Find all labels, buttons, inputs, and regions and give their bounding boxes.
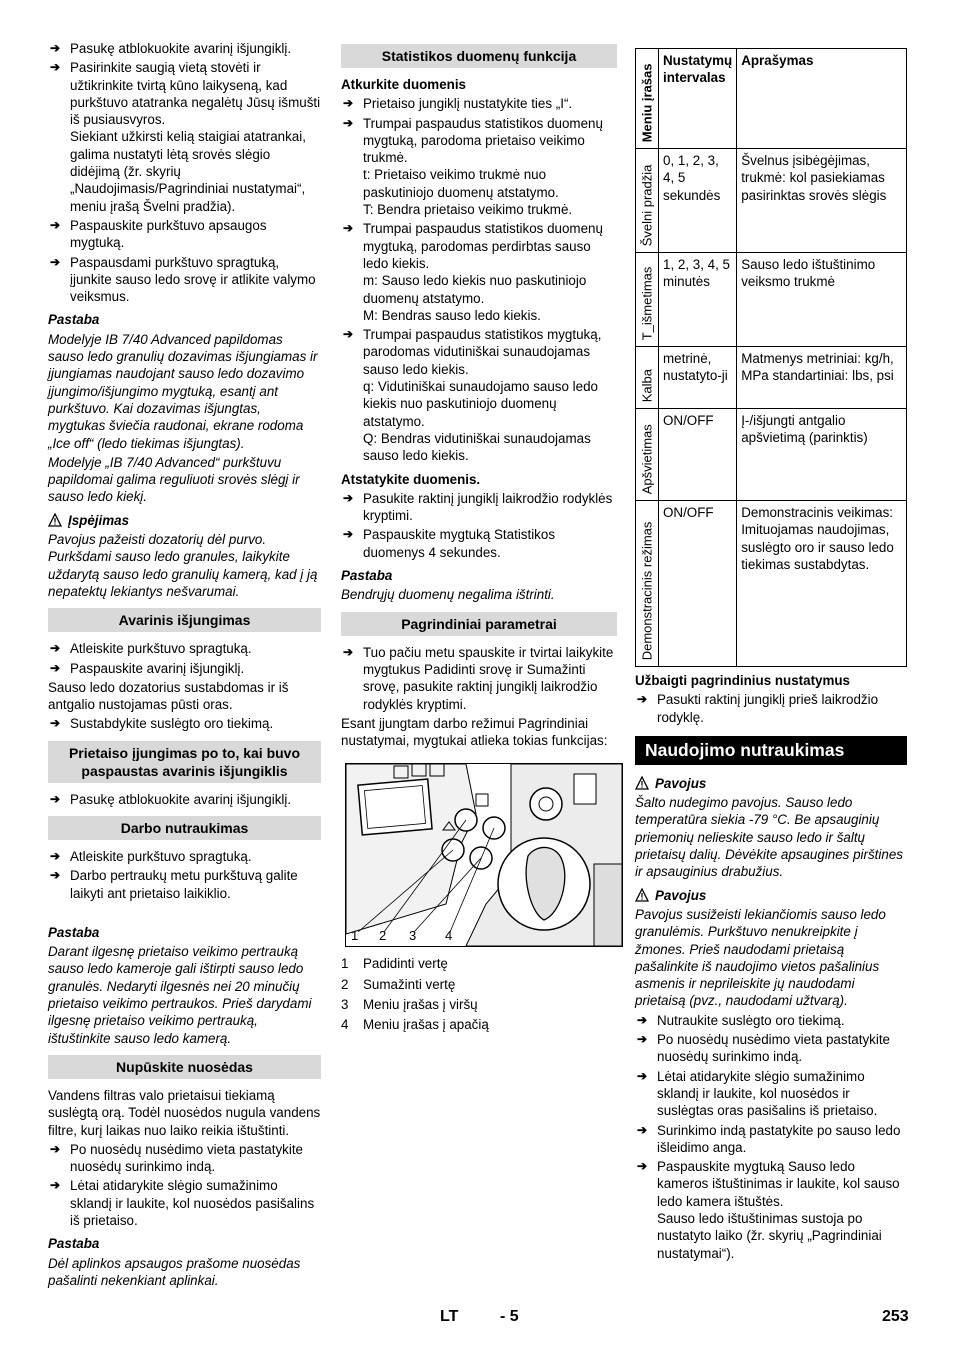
warning-text: Pavojus susižeisti lekiančiomis sauso ledo granulėmis. Purkštuvo nenukreipkite į žmones. Prieš naudodami prietaisą pašalinkite iš naudojimo vietos pašalinius asmenis ir neprileiskite jų naudodami prietaisą (pvz., naudodami užtvarą). xyxy=(635,906,886,1009)
list-item: ➔ Pasirinkite saugią vietą stovėti ir užtikrinkite tvirtą kūno laikyseną, kad purkštuvo atatranka negalėtų Jūsų išmušti iš pusiausvyros. Siekiant užkirsti kelią staigiai atatrankai, galima nustatyti lėtą srovės slėgio didėjimą (žr. skyrių „Naudojimasis/Pagrindiniai nustatymai“, meniu įrašą Švelni pradžia). xyxy=(50,60,321,214)
warning-heading: Pavojus xyxy=(635,887,907,904)
note-text: Dėl aplinkos apsaugos prašome nuosėdas pašalinti nekenkiant aplinkai. xyxy=(48,1255,301,1288)
paragraph: t: Prietaiso veikimo trukmė nuo paskutiniojo duomenų atstatymo. xyxy=(363,167,559,200)
note-text: Modelyje „IB 7/40 Advanced“ purkštuvu papildomai galima reguliuoti srovės slėgį ir sauso ledo kiekį. xyxy=(48,454,300,505)
table-cell: Sauso ledo ištuštinimo veiksmo trukmė xyxy=(737,253,907,347)
list-item: ➔ Trumpai paspaudus statistikos duomenų mygtuką, parodoma prietaiso veikimo trukmė. t: Prietaiso veikimo trukmė nuo paskutiniojo duomenų atstatymo. T: Bendra prietaiso veikimo trukmė. xyxy=(341,115,617,219)
list-item: ➔ Po nuosėdų nusėdimo vieta pastatykite nuosėdų surinkimo indą. xyxy=(637,1032,890,1065)
note-heading: Pastaba xyxy=(341,568,393,584)
table-row xyxy=(636,253,907,347)
list-item: ➔ Pasukę atblokuokite avarinį išjungiklį. xyxy=(50,791,292,807)
warning-text: Šalto nudegimo pavojus. Sauso ledo temperatūra siekia -79 °C. Be apsauginių priemonių nelieskite sauso ledo ir šaltų prietaisų dalių. Dėvėkite apsaugines pirštines ir apsauginius drabužius. xyxy=(635,795,903,880)
table-cell: ON/OFF xyxy=(659,501,737,667)
table-cell: T_išmetimas xyxy=(636,253,659,347)
list-item: ➔ Nutraukite suslėgto oro tiekimą. xyxy=(637,1012,845,1028)
list-item: ➔ Paspauskite purkštuvo apsaugos mygtuką. xyxy=(50,217,267,251)
column-left xyxy=(48,40,321,1291)
list-item: ➔ Trumpai paspaudus statistikos mygtuką, parodomas vidutiniškai sunaudojamas sauso ledo kiekis. q: Vidutiniškai sunaudojamo sauso ledo kiekis nuo paskutiniojo duomenų atstatymo. Q: Bendras vidutiniškai sunaudojamas sauso ledo kiekis. xyxy=(341,326,617,464)
paragraph: Siekiant užkirsti kelią staigiai atatrankai, galima nustatyti lėtą srovės slėgio didėjimą (žr. skyrių „Naudojimasis/Pagrindiniai nustatymai“, meniu įrašą Švelni pradžia). xyxy=(70,129,306,214)
control-panel-figure xyxy=(345,763,623,947)
table-row xyxy=(636,347,907,409)
warning-triangle-icon xyxy=(635,776,649,790)
paragraph: m: Sauso ledo kiekis nuo paskutiniojo duomenų atstatymo. xyxy=(363,273,587,306)
list-item: ➔ Lėtai atidarykite slėgio sumažinimo sklandį ir laukite, kol nuosėdos pasišalins iš prietaiso. xyxy=(50,1178,315,1229)
table-header: Meniu įrašas xyxy=(636,49,659,149)
paragraph: Sauso ledo dozatorius sustabdomas ir iš antgalio nustojamas pūsti oras. xyxy=(48,679,289,713)
table-cell: Kalba xyxy=(636,347,659,409)
table-cell: Apšvietimas xyxy=(636,409,659,501)
note-text: Bendrųjų duomenų negalima ištrinti. xyxy=(341,587,555,603)
warning-text: Pavojus pažeisti dozatorių dėl purvo. Purkšdami sauso ledo granules, laikykite uždarytą sauso ledo granulių kamerą, kad į ją nepatektų lekiantys nešvarumai. xyxy=(48,532,318,599)
section-heading: Avarinis išjungimas xyxy=(48,608,321,632)
paragraph: q: Vidutiniškai sunaudojamo sauso ledo kiekis nuo paskutiniojo duomenų atstatymo. xyxy=(363,379,598,429)
list-item: ➔ Prietaiso jungiklį nustatykite ties „I“. xyxy=(343,96,573,112)
list-item: ➔ Trumpai paspaudus statistikos duomenų mygtuką, parodomas perdirbtas sauso ledo kiekis. m: Sauso ledo kiekis nuo paskutiniojo duomenų atstatymo. M: Bendras sauso ledo kiekis. xyxy=(341,220,617,324)
list-item: ➔ Pasukę atblokuokite avarinį išjungiklį. xyxy=(50,41,292,56)
table-header-row xyxy=(636,49,907,149)
table-header: Nustatymų intervalas xyxy=(659,49,737,149)
list-item: ➔ Pasukti raktinį jungiklį prieš laikrodžio rodyklę. xyxy=(637,692,879,725)
list-item: ➔ Sustabdykite suslėgto oro tiekimą. xyxy=(50,716,274,732)
legend-item: 4 Meniu įrašas į apačią xyxy=(341,1017,489,1033)
section-heading: Pagrindiniai parametrai xyxy=(341,612,617,636)
footer-language: LT xyxy=(440,1308,459,1325)
section-heading: Statistikos duomenų funkcija xyxy=(341,44,617,68)
chapter-heading: Naudojimo nutraukimas xyxy=(635,736,907,765)
column-right xyxy=(635,668,907,1264)
table-cell: 1, 2, 3, 4, 5 minutės xyxy=(659,253,737,347)
legend-item: 1 Padidinti vertę xyxy=(341,956,448,972)
note-text: Modelyje IB 7/40 Advanced papildomas sauso ledo granulių dozavimas išjungiamas ir įjungiamas naudojant sauso ledo dozavimo įjungimo/išjungimo mygtuką, esantį ant purkštuvo. Kai dozavimas išjungtas, mygtukas šviečia raudonai, ekrane rodoma „Ice off“ (ledo tiekimas išjungtas). xyxy=(48,331,318,451)
list-item: ➔ Lėtai atidarykite slėgio sumažinimo sklandį ir laukite, kol nuosėdos ir suslėgtas oras pasišalins iš prietaiso. xyxy=(637,1068,878,1119)
section-heading: Prietaiso įjungimas po to, kai buvo paspaustas avarinis išjungiklis xyxy=(48,741,321,783)
list-item: ➔ Paspauskite avarinį išjungiklį. xyxy=(50,660,245,676)
table-cell: 0, 1, 2, 3, 4, 5 sekundės xyxy=(659,149,737,253)
paragraph: Sauso ledo ištuštinimas sustoja po nustatyto laiko (žr. skyrių „Pagrindiniai nustatymai“). xyxy=(657,1211,882,1261)
table-header: Aprašymas xyxy=(737,49,907,149)
note-heading: Pastaba xyxy=(48,312,100,328)
list-item: ➔ Paspauskite mygtuką Sauso ledo kameros ištuštinimas ir laukite, kol sauso ledo kamera ištuštės. Sauso ledo ištuštinimas sustoja po nustatyto laiko (žr. skyrių „Pagrindiniai nustatymai“). xyxy=(635,1158,907,1262)
paragraph: Esant įjungtam darbo režimui Pagrindiniai nustatymai, mygtukai atlieka tokias funkcijas: xyxy=(341,715,608,749)
note-heading: Pastaba xyxy=(48,924,100,940)
figure-label: 2 xyxy=(379,928,387,944)
list-item: ➔ Paspausdami purkštuvo spragtuką, įjunkite sauso ledo srovę ir atlikite valymo veiksmus. xyxy=(50,254,316,305)
subheading: Atkurkite duomenis xyxy=(341,77,467,92)
paragraph: M: Bendras sauso ledo kiekis. xyxy=(363,307,541,323)
footer-page: - 5 xyxy=(500,1308,519,1325)
table-cell: Demonstracinis režimas xyxy=(636,501,659,667)
figure-label: 1 xyxy=(351,928,359,944)
warning-triangle-icon xyxy=(48,513,62,527)
warning-triangle-icon xyxy=(635,888,649,902)
footer-page-number: 253 xyxy=(882,1308,909,1325)
paragraph: T: Bendra prietaiso veikimo trukmė. xyxy=(363,202,573,218)
note-text: Darant ilgesnę prietaiso veikimo pertrauką sauso ledo kameroje gali ištirpti sauso ledo granulės. Nedaryti ilgesnės nei 20 minučių prietaiso veikimo pertraukos. Prieš darydami ilgesnę prietaiso veikimo pertrauką, ištuštinkite sauso ledo kamerą. xyxy=(48,944,312,1046)
warning-heading: Pavojus xyxy=(635,775,907,792)
legend-item: 3 Meniu įrašas į viršų xyxy=(341,996,478,1012)
table-cell: ON/OFF xyxy=(659,409,737,501)
note-heading: Pastaba xyxy=(48,1236,100,1252)
list-item: ➔ Atleiskite purkštuvo spragtuką. xyxy=(50,641,252,657)
list-item: ➔ Surinkimo indą pastatykite po sauso ledo išleidimo anga. xyxy=(637,1122,901,1155)
paragraph: Q: Bendras vidutiniškai sunaudojamas sauso ledo kiekis. xyxy=(363,430,591,464)
table-cell: Švelni pradžia xyxy=(636,149,659,253)
list-item: ➔ Tuo pačiu metu spauskite ir tvirtai laikykite mygtukus Padidinti srovę ir Sumažinti srovę, pasukite raktinį jungiklį laikrodžio rodyklės kryptimi. xyxy=(343,644,614,712)
subheading: Atstatykite duomenis. xyxy=(341,471,481,487)
figure-label: 4 xyxy=(445,928,453,944)
paragraph: Vandens filtras valo prietaisui tiekiamą suslėgtą orą. Todėl nuosėdos nugula vandens filtre, kurį laikas nuo laiko reikia ištuštinti. xyxy=(48,1087,321,1138)
column-middle xyxy=(341,38,617,1037)
list-item: ➔ Paspauskite mygtuką Statistikos duomenys 4 sekundes. xyxy=(343,527,556,560)
settings-table xyxy=(635,48,907,667)
table-cell: metrinė, nustatyto-ji xyxy=(659,347,737,409)
table-row xyxy=(636,149,907,253)
table-cell: Į-/išjungti antgalio apšvietimą (parinktis) xyxy=(737,409,907,501)
table-cell: Demonstracinis veikimas: Imituojamas naudojimas, suslėgto oro ir sauso ledo tiekimas sustabdytas. xyxy=(737,501,907,667)
warning-heading: Įspėjimas xyxy=(48,512,321,529)
section-heading: Nupūskite nuosėdas xyxy=(48,1055,321,1079)
table-cell: Matmenys metriniai: kg/h, MPa standartiniai: lbs, psi xyxy=(737,347,907,409)
list-item: ➔ Po nuosėdų nusėdimo vieta pastatykite nuosėdų surinkimo indą. xyxy=(50,1141,303,1175)
legend-item: 2 Sumažinti vertę xyxy=(341,976,456,992)
list-item: ➔ Darbo pertraukų metu purkštuvą galite laikyti ant prietaiso laikiklio. xyxy=(50,868,298,901)
section-heading: Darbo nutraukimas xyxy=(48,816,321,840)
control-panel-illustration xyxy=(346,764,622,946)
list-item: ➔ Atleiskite purkštuvo spragtuką. xyxy=(50,848,252,864)
list-item: ➔ Pasukite raktinį jungiklį laikrodžio rodyklės kryptimi. xyxy=(343,490,613,524)
subheading: Užbaigti pagrindinius nustatymus xyxy=(635,673,851,688)
table-row xyxy=(636,501,907,667)
table-row xyxy=(636,409,907,501)
table-cell: Švelnus įsibėgėjimas, trukmė: kol pasiekiamas pasirinktas srovės slėgis xyxy=(737,149,907,253)
figure-label: 3 xyxy=(409,928,417,944)
